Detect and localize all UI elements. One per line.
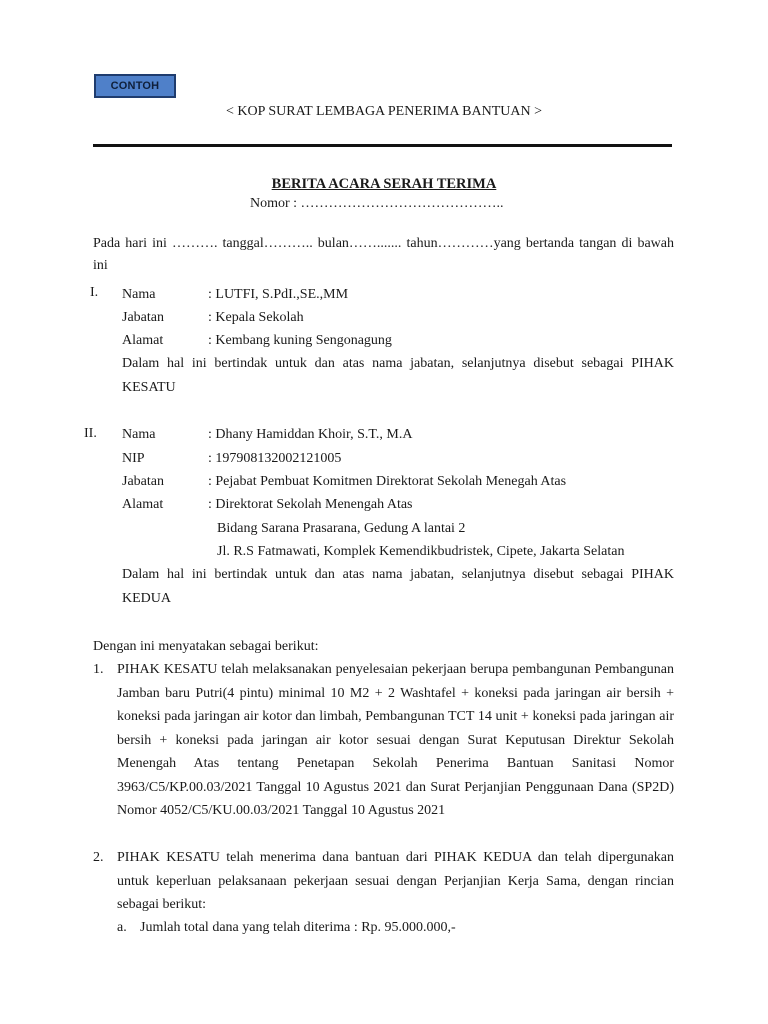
field-label: Nama [122,427,156,442]
document-title: BERITA ACARA SERAH TERIMA [271,176,497,192]
field-value: : Pejabat Pembuat Komitmen Direktorat Sekolah Menegah Atas [208,474,567,489]
list-item: PIHAK KESATU telah melaksanakan penyelesaian pekerjaan berupa pembangunan Pembangunan Jamban baru Putri(4 pintu) minimal 10 M2 + 2 Washtafel + koneksi pada jaringan air bersih + koneksi pada jaringan air kotor dan limbah, Pembangunan TCT 14 unit + koneksi pada jaringan air bersih + koneksi pada jaringan air kotor sesuai dengan Surat Keputusan Direktur Sekolah Menengah Atas tentang Penetapan Sekolah Penerima Bantuan Sanitasi Nomor 3963/C5/KP.00.03/2021 Tanggal 10 Agustus 2021 dan Surat Perjanjian Penggunaan Dana (SP2D) Nomor 4052/C5/KU.00.03/2021 Tanggal 10 Agustus 2021 [117,662,674,818]
field-value: : Kembang kuning Sengonagung [208,333,392,348]
field-value: : Kepala Sekolah [208,310,304,325]
declaration-heading: Dengan ini menyatakan sebagai berikut: [93,639,319,654]
field-label: NIP [122,451,145,466]
list-item-number: 1. [93,662,104,677]
field-value: : LUTFI, S.PdI.,SE.,MM [208,287,349,302]
address-line: Jl. R.S Fatmawati, Komplek Kemendikbudristek, Cipete, Jakarta Selatan [217,544,625,559]
document-number: Nomor : …………………………………….. [250,196,504,211]
party-one-statement: Dalam hal ini bertindak untuk dan atas nama jabatan, selanjutnya disebut sebagai PIHAK KESATU [122,356,674,395]
party-one-numeral: I. [90,285,99,300]
sub-item-text: Jumlah total dana yang telah diterima : Rp. 95.000.000,- [140,920,456,935]
field-label: Nama [122,287,156,302]
header-divider [93,144,672,147]
field-label: Alamat [122,333,164,348]
list-item-number: 2. [93,850,104,865]
field-value: : 197908132002121005 [208,451,342,466]
list-item: PIHAK KESATU telah menerima dana bantuan dari PIHAK KEDUA dan telah dipergunakan untuk keperluan pelaksanaan pekerjaan sesuai dengan Perjanjian Kerja Sama, dengan rincian sebagai berikut: [117,850,674,912]
intro-paragraph: Pada hari ini ………. tanggal……….. bulan……....... tahun…………yang bertanda tangan di bawah ini [93,236,674,273]
letterhead-placeholder: < KOP SURAT LEMBAGA PENERIMA BANTUAN > [225,104,543,119]
field-label: Jabatan [122,310,164,325]
field-value: : Dhany Hamiddan Khoir, S.T., M.A [208,427,413,442]
party-two-statement: Dalam hal ini bertindak untuk dan atas nama jabatan, selanjutnya disebut sebagai PIHAK KEDUA [122,567,674,606]
address-line: Bidang Sarana Prasarana, Gedung A lantai 2 [217,521,466,536]
field-label: Alamat [122,497,164,512]
party-two-numeral: II. [84,426,97,441]
field-value: : Direktorat Sekolah Menengah Atas [208,497,413,512]
sub-item-letter: a. [117,920,127,935]
sample-badge: CONTOH [94,74,176,98]
field-label: Jabatan [122,474,164,489]
